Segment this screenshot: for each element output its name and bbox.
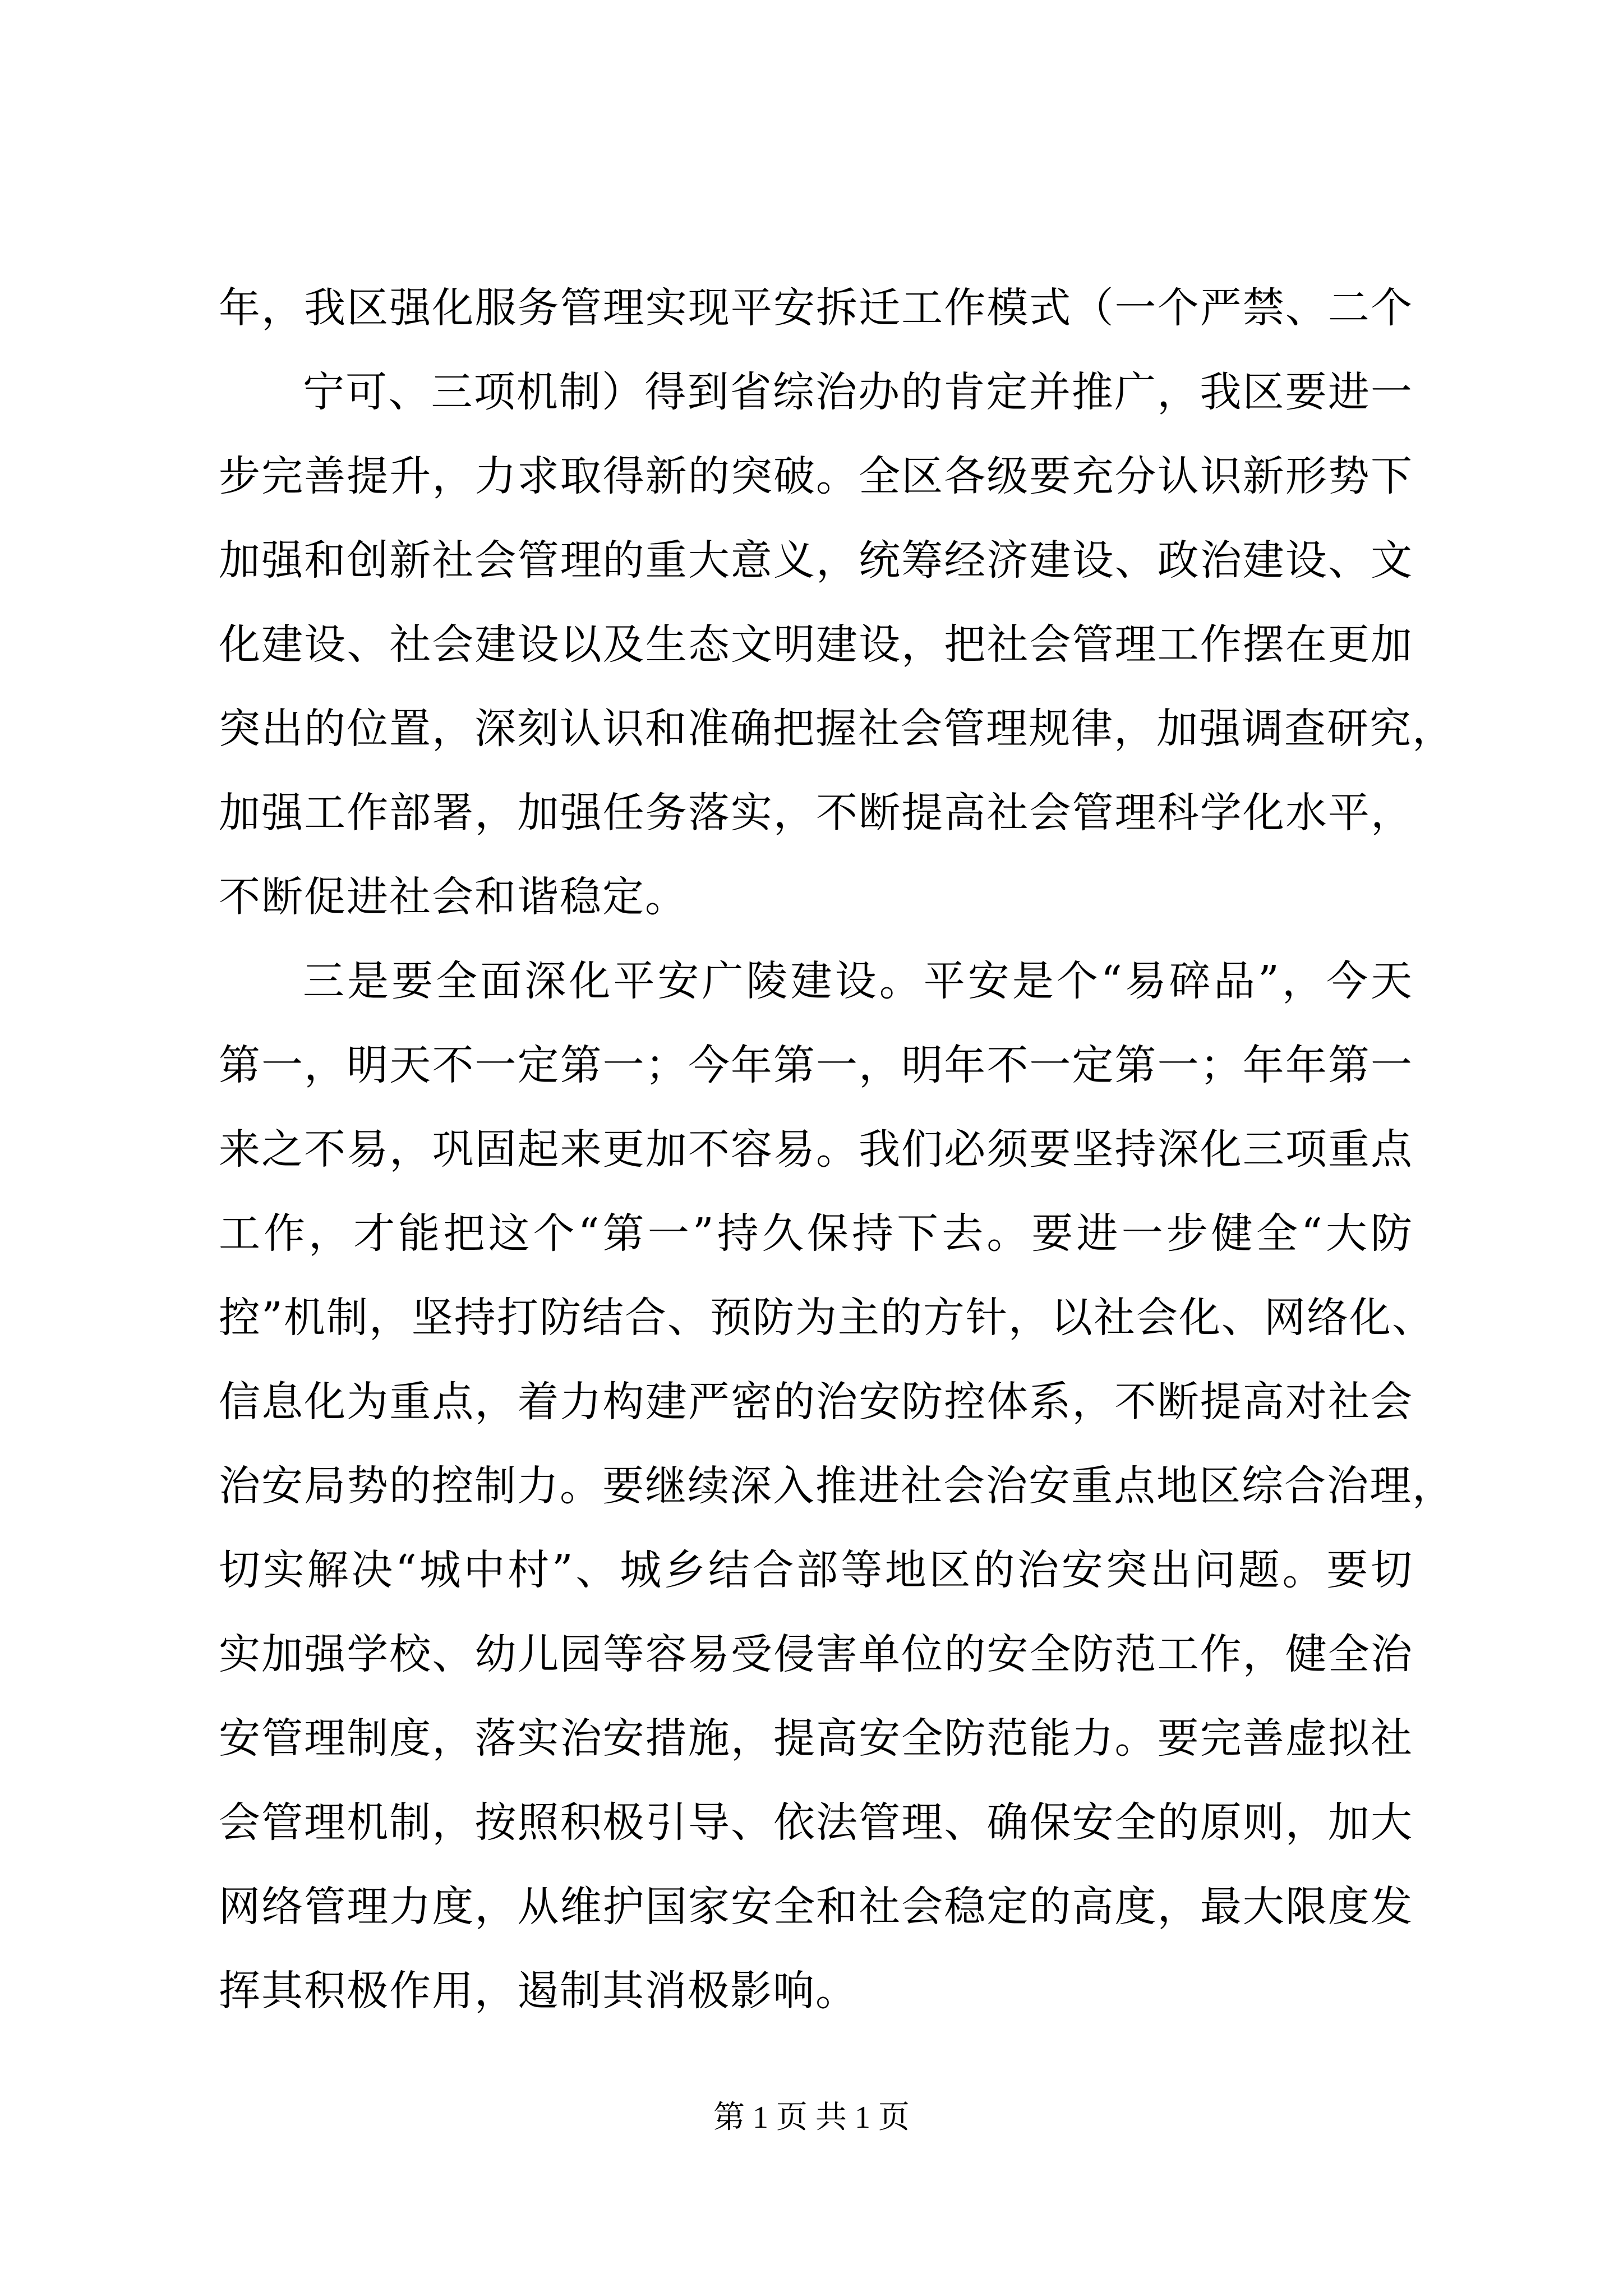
text-line: 三是要全面深化平安广陵建设。平安是个“易碎品”，今天 [303, 957, 1413, 1005]
text-line: 安管理制度，落实治安措施，提高安全防范能力。要完善虚拟社 [219, 1714, 1413, 1763]
text-line: 工作，才能把这个“第一”持久保持下去。要进一步健全“大防 [219, 1209, 1413, 1258]
text-line: 不断促进社会和谐稳定。 [219, 873, 688, 921]
text-line: 会管理机制，按照积极引导、依法管理、确保安全的原则，加大 [219, 1798, 1413, 1847]
text-line: 来之不易，巩固起来更加不容易。我们必须要坚持深化三项重点 [219, 1125, 1413, 1174]
page-number-footer: 第 1 页 共 1 页 [713, 2100, 910, 2135]
text-line: 步完善提升，力求取得新的突破。全区各级要充分认识新形势下 [219, 452, 1413, 500]
text-line: 挥其积极作用，遏制其消极影响。 [219, 1967, 858, 2015]
text-line: 加强工作部署，加强任务落实，不断提高社会管理科学化水平， [219, 789, 1413, 837]
text-line: 治安局势的控制力。要继续深入推进社会治安重点地区综合治理， [219, 1462, 1455, 1510]
text-line: 年，我区强化服务管理实现平安拆迁工作模式（一个严禁、二个 [219, 284, 1413, 332]
text-line: 第一，明天不一定第一；今年第一，明年不一定第一；年年第一 [219, 1041, 1413, 1089]
text-line: 实加强学校、幼儿园等容易受侵害单位的安全防范工作，健全治 [219, 1630, 1413, 1678]
body-text [219, 266, 1455, 2033]
text-line: 信息化为重点，着力构建严密的治安防控体系，不断提高对社会 [219, 1378, 1413, 1426]
text-line: 网络管理力度，从维护国家安全和社会稳定的高度，最大限度发 [219, 1883, 1413, 1931]
text-line: 突出的位置，深刻认识和准确把握社会管理规律，加强调查研究， [219, 705, 1455, 753]
text-line: 宁可、三项机制）得到省综治办的肯定并推广，我区要进一 [303, 368, 1413, 416]
text-line: 加强和创新社会管理的重大意义，统筹经济建设、政治建设、文 [219, 536, 1413, 585]
text-line: 切实解决“城中村”、城乡结合部等地区的治安突出问题。要切 [219, 1546, 1413, 1594]
text-line: 控”机制，坚持打防结合、预防为主的方针，以社会化、网络化、 [219, 1294, 1435, 1342]
text-line: 化建设、社会建设以及生态文明建设，把社会管理工作摆在更加 [219, 620, 1413, 669]
